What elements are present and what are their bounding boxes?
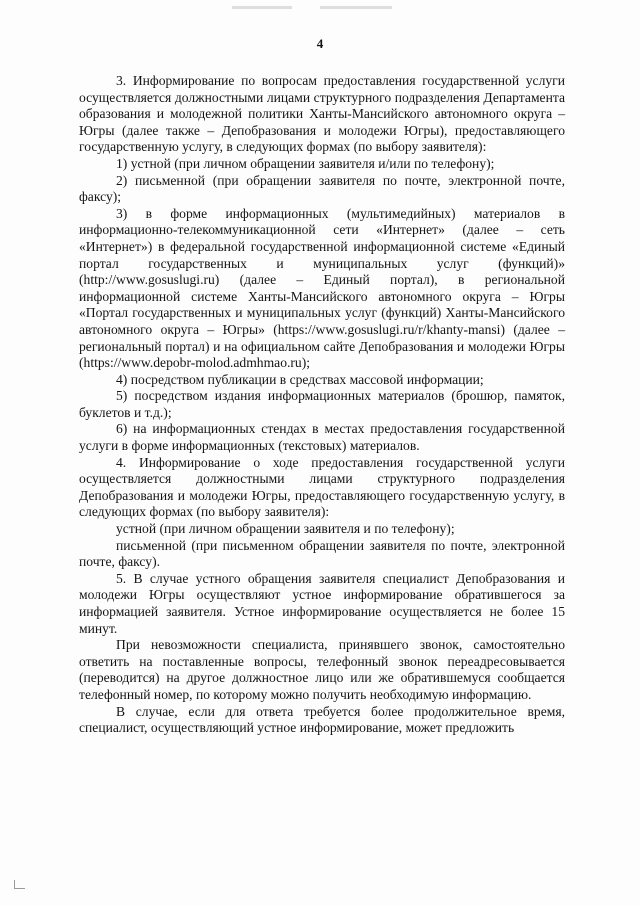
paragraph: При невозможности специалиста, принявшего звонок, самостоятельно ответить на поставленные вопросы, телефонный звонок переадресовывается (переводится) на другое должностное лицо или же обратившемуся сообщается телефонный номер, по которому можно получить необходимую информацию. bbox=[79, 637, 565, 702]
paragraph: 5. В случае устного обращения заявителя специалист Депобразования и молодежи Югры осуществляют устное информирование обратившегося за информацией заявителя. Устное информирование осуществляется не более 15 минут. bbox=[79, 570, 565, 636]
paragraph: 3) в форме информационных (мультимедийных) материалов в информационно-телекоммуникационной сети «Интернет» (далее – сеть «Интернет») в федеральной государственной информационной системе «Единый портал государственных и муниципальных услуг (функций)» (http://www.gosuslugi.ru) (далее – Единый портал), в региональной информационной системе Ханты-Мансийского автономного округа – Югры «Портал государственных и муниципальных услуг (функций) Ханты-Мансийского автономного округа – Югры» (https://www.gosuslugi.ru/r/khanty-mansi) (далее – региональный портал) и на официальном сайте Депобразования и молодежи Югры (https://www.depobr-molod.admhmao.ru); bbox=[79, 205, 565, 371]
paragraph: 3. Информирование по вопросам предоставления государственной услуги осуществляется должностными лицами структурного подразделения Департамента образования и молодежной политики Ханты-Мансийского автономного округа – Югры (далее также – Депобразования и молодежи Югры), предоставляющего государственную услугу, в следующих формах (по выбору заявителя): bbox=[79, 73, 565, 155]
scan-corner-mark bbox=[14, 880, 25, 889]
document-body bbox=[79, 73, 565, 737]
scan-artifact bbox=[320, 6, 392, 9]
paragraph: 5) посредством издания информационных материалов (брошюр, памяток, буклетов и т.д.); bbox=[79, 388, 565, 420]
paragraph: В случае, если для ответа требуется более продолжительное время, специалист, осуществляющий устное информирование, может предложить bbox=[79, 703, 565, 736]
paragraph: 4. Информирование о ходе предоставления государственной услуги осуществляется должностными лицами структурного подразделения Депобразования и молодежи Югры, предоставляющего государственную услугу, в следующих формах (по выбору заявителя): bbox=[79, 454, 565, 520]
page-number: 4 bbox=[316, 36, 324, 51]
scan-artifact bbox=[232, 6, 292, 9]
paragraph: устной (при личном обращении заявителя и по телефону); bbox=[116, 521, 455, 537]
paragraph: 1) устной (при личном обращении заявителя и/или по телефону); bbox=[116, 155, 495, 171]
paragraph: 2) письменной (при обращении заявителя по почте, электронной почте, факсу); bbox=[79, 172, 565, 205]
paragraph: 6) на информационных стендах в местах предоставления государственной услуги в форме информационных (текстовых) материалов. bbox=[79, 421, 565, 454]
paragraph: письменной (при письменном обращении заявителя по почте, электронной почте, факсу). bbox=[79, 537, 565, 570]
paragraph: 4) посредством публикации в средствах массовой информации; bbox=[116, 371, 484, 387]
